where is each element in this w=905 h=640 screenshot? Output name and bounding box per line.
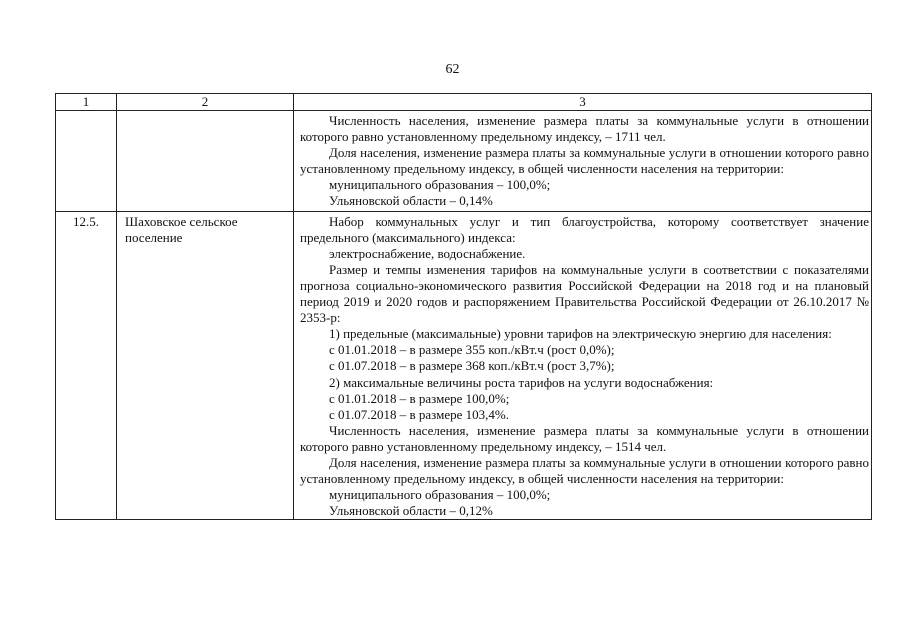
paragraph: Доля населения, изменение размера платы за коммунальные услуги в отношении которого равно установленному предельному индексу, в общей численности населения на территории:	[300, 145, 869, 177]
paragraph: с 01.07.2018 – в размере 368 коп./кВт.ч (рост 3,7%);	[329, 358, 615, 374]
document-table	[55, 93, 872, 520]
row-content	[294, 212, 871, 520]
paragraph: Набор коммунальных услуг и тип благоустройства, которому соответствует значение предельного (максимального) индекса:	[300, 213, 869, 245]
table-header-row	[56, 94, 872, 111]
paragraph: 1) предельные (максимальные) уровни тарифов на электрическую энергию для населения:	[329, 326, 832, 342]
paragraph: электроснабжение, водоснабжение.	[329, 245, 526, 261]
header-cell-1: 1	[56, 94, 117, 111]
paragraph: Доля населения, изменение размера платы за коммунальные услуги в отношении которого равно установленному предельному индексу, в общей численности населения на территории:	[300, 454, 869, 487]
paragraph: муниципального образования – 100,0%;	[329, 177, 551, 193]
table-row	[56, 111, 872, 212]
header-cell-2: 2	[117, 94, 294, 111]
row-number: 12.5.	[73, 213, 99, 229]
row-name: Шаховское сельское поселение	[125, 213, 238, 245]
row-content	[294, 111, 871, 211]
paragraph: с 01.07.2018 – в размере 103,4%.	[329, 406, 509, 422]
paragraph: Численность населения, изменение размера платы за коммунальные услуги в отношении которого равно установленному предельному индексу, – 1514 чел.	[300, 422, 869, 454]
row-number-cell	[56, 111, 117, 212]
paragraph: Размер и темпы изменения тарифов на коммунальные услуги в соответствии с показателями прогноза социально-экономического развития Российской Федерации на 2018 год и на плановый период 2019 и 2020 годов и распоряжением Правительства Российской Федерации от 26.10.2017 № 2353-р:	[300, 261, 869, 326]
paragraph: с 01.01.2018 – в размере 100,0%;	[329, 390, 510, 406]
paragraph: Ульяновской области – 0,12%	[329, 503, 493, 519]
paragraph: муниципального образования – 100,0%;	[329, 487, 551, 503]
paragraph: с 01.01.2018 – в размере 355 коп./кВт.ч (рост 0,0%);	[329, 342, 615, 358]
paragraph: Численность населения, изменение размера платы за коммунальные услуги в отношении которого равно установленному предельному индексу, – 1711 чел.	[300, 113, 869, 145]
header-cell-3: 3	[294, 94, 872, 111]
row-name-cell	[117, 111, 294, 212]
table-row	[56, 211, 872, 520]
paragraph: 2) максимальные величины роста тарифов на услуги водоснабжения:	[329, 374, 714, 390]
row-name-cell	[117, 211, 294, 520]
row-content-cell	[294, 211, 872, 520]
row-content-cell	[294, 111, 872, 212]
paragraph: Ульяновской области – 0,14%	[329, 193, 493, 209]
page-number: 62	[445, 62, 460, 77]
row-number-cell	[56, 211, 117, 520]
